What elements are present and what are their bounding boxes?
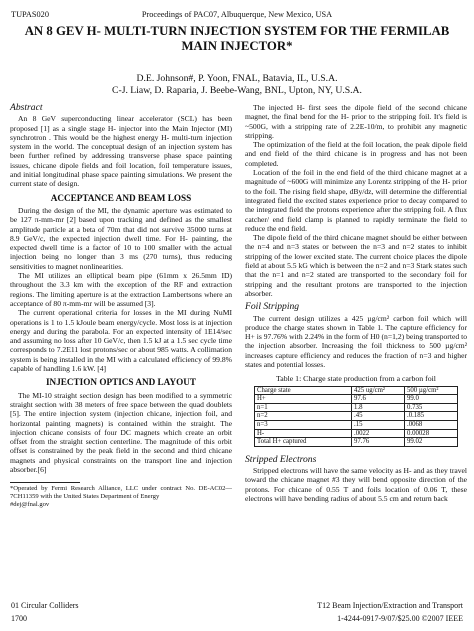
- table-cell: n=1: [255, 403, 352, 412]
- running-header: [11, 10, 463, 22]
- table-cell: 97.76: [352, 438, 405, 447]
- table-cell: n=3: [255, 420, 352, 429]
- charge-state-table: [254, 386, 458, 447]
- table-cell: .15: [352, 420, 405, 429]
- table-cell: Total H+ captured: [255, 438, 352, 447]
- foil-heading: Foil Stripping: [245, 301, 300, 313]
- stripped-heading: Stripped Electrons: [245, 453, 317, 465]
- optics-para-1: The MI-10 straight section design has been modified to a symmetric straight section with 38 meters of free space between the quad doublets [5]. The entire injection system (injection chicane, injection foil, and horizontal painting magnets) is contained within the straight. The injection chicane consists of four DC magnets which create an orbit offset from the straight section centerline. The magnitude of this orbit offset is constrained by the peak field in the second and third chicane magnets and physical constraints on the transport line and injection absorber.[6]: [10, 390, 232, 474]
- table-cell: .0022: [352, 429, 405, 438]
- paper-code: TUPAS020: [11, 10, 49, 19]
- table-header-cell: Charge state: [255, 386, 352, 395]
- right-para-2: The optimization of the field at the foil location, the peak dipole field and end field of the third chicane is in progress and has not been completed.: [245, 140, 467, 168]
- optics-heading: INJECTION OPTICS AND LAYOUT: [45, 377, 196, 388]
- author-line-2: C-J. Liaw, D. Raparia, J. Beebe-Wang, BNL, Upton, NY, U.S.A.: [112, 85, 362, 96]
- table-row: [255, 403, 458, 412]
- author-line-1: D.E. Johnson#, P. Yoon, FNAL, Batavia, IL, U.S.A.: [136, 73, 338, 84]
- isbn-copyright: 1-4244-0917-9/07/$25.00 ©2007 IEEE: [337, 614, 463, 623]
- table-cell: .45: [352, 412, 405, 421]
- footnote-email: #dej@fnal.gov: [10, 501, 50, 509]
- table-cell: 0.735: [405, 403, 458, 412]
- table-cell: H+: [255, 395, 352, 404]
- table-cell: .0068: [405, 420, 458, 429]
- author-block: [10, 73, 464, 97]
- table-caption: Table 1: Charge state production from a carbon foil: [276, 374, 436, 384]
- footer-session: T12 Beam Injection/Extraction and Transport: [317, 601, 463, 610]
- table-cell: n=2: [255, 412, 352, 421]
- page-number: 1700: [11, 614, 27, 623]
- left-column: [10, 103, 232, 509]
- acceptance-heading: ACCEPTANCE AND BEAM LOSS: [50, 192, 192, 203]
- abstract-text: An 8 GeV superconducting linear accelerator (SCL) has been proposed [1] as a single stage H- injector into the Main Injector (MI) synchrotron . This would be the highest energy H- multi-turn injection system in the world. The conceptual design of an injection system has been further refined by addressing transverse phase space painting issues, chicane dipole fields and foil location, foil temperature issues, and initial longitudinal phase space painting simulations. We present the current state of design.: [10, 114, 232, 189]
- table-header-row: [255, 386, 458, 395]
- table-row: [255, 412, 458, 421]
- foil-para-1: The current design utilizes a 425 µg/cm² carbon foil which will produce the charge states shown in Table 1. The capture efficiency for H+ is 97.76% with 2.24% in the form of H0 (n=1,2) being transported to the injection absorber. Increasing the foil thickness to 500 µg/cm² increases capture efficiency and reduces the fraction of n=3 and higher states and potential losses.: [245, 313, 467, 370]
- table-header-cell: 425 ug/cm²: [352, 386, 405, 395]
- stripped-para-1: Stripped electrons will have the same velocity as H- and as they travel toward the chicane magnet #3 they will bend opposite direction of the protons. For chicane of 0.55 T and foils location of 0.06 T, these electrons will have bending radius of about 5.5 cm and return back: [245, 466, 467, 503]
- right-para-4: The dipole field of the third chicane magnet should be either between the n=4 and n=3 states or between the n=3 and n=2 states to inhibit stripping of the lower excited state. The current choice places the dipole field at about 5.5 kG which is between the n=2 and n=3 Stark states such that the n=1 and n=2 stated are transported to the secondary foil for stripping and the resultant protons are transported to the injection absorber.: [245, 233, 467, 298]
- table-row: [255, 420, 458, 429]
- right-para-3: Location of the foil in the end field of the third chicane magnet at a magnitude of ~600G will minimize any Lorentz stripping of the H- prior to the foil. The rising field shape, dBy/dz, will determine the differential integrated field the excited states experience prior to decay compared to the integrated field the protons experience after the stripping foil. A flux catcher/ end field clamp is planned to rapidly terminate the field to reduce the end field.: [245, 168, 467, 233]
- acceptance-para-3: The current operational criteria for losses in the MI during NuMI operations is 1 to 1.5 kJoule beam energy/cycle. Most loss is at injection energy and during the parabola. For an expected intensity of 1E14/sec and assuming no loss after 10 GeV/c, then 1.5 kJ at a 1.5 sec cycle time corresponds to 7.2E11 lost protons/sec or about 985 watts. A collimation system is being installed in the MI with a calculated efficiency of 99.8% capable of handling 1.6 kW. [4]: [10, 308, 232, 374]
- right-column: [245, 103, 467, 503]
- table-cell: 1.8: [352, 403, 405, 412]
- acceptance-para-2: The MI utilizes an elliptical beam pipe (61mm x 26.5mm ID) throughout the 3.3 km with the exception of the RF and extraction regions. The limiting aperture is at the extraction Lambertsons where an acceptance of 80 π-mm-mr will be assumed [3].: [10, 271, 232, 308]
- table-row: [255, 395, 458, 404]
- table-cell: 97.6: [352, 395, 405, 404]
- table-cell: .0.185: [405, 412, 458, 421]
- footer-track: 01 Circular Colliders: [11, 601, 79, 610]
- table-cell: 99.02: [405, 438, 458, 447]
- table-cell: H-: [255, 429, 352, 438]
- table-header-cell: 500 µg/cm²: [405, 386, 458, 395]
- right-para-1: The injected H- first sees the dipole field of the second chicane magnet, the final bend for the H- prior to the stripping foil. It's field is ~500G, with a stripping rate of 2.2E-10/m, to prohibit any magnetic stripping.: [245, 103, 467, 140]
- acceptance-para-1: During the design of the MI, the dynamic aperture was estimated to be 127 π-mm-mr [2] based upon tracking and defined as the smallest amplitude particle at a beta of 70m that did not survive 35000 turns at 8.9 GeV/c, the expected injection dwell time. For H- painting, the expected dwell time is a factor of 10 to 100 smaller with the actual injection being no longer than 3 ms (270 turns), thus reducing sensitivities to magnet nonlinearities.: [10, 205, 232, 271]
- footnote-rule: [10, 482, 80, 483]
- abstract-heading: Abstract: [10, 102, 43, 113]
- table-cell: 0.00028: [405, 429, 458, 438]
- table-row: [255, 429, 458, 438]
- table-row: [255, 438, 458, 447]
- paper-title: AN 8 GEV H- MULTI-TURN INJECTION SYSTEM FOR THE FERMILAB MAIN INJECTOR*: [24, 24, 450, 53]
- footnote-funding: *Operated by Fermi Research Alliance, LLC under contract No. DE-AC02—7CH11359 with the United States Department of Energy: [10, 485, 232, 501]
- table-cell: 99.0: [405, 395, 458, 404]
- proceedings-title: Proceedings of PAC07, Albuquerque, New Mexico, USA: [141, 10, 333, 19]
